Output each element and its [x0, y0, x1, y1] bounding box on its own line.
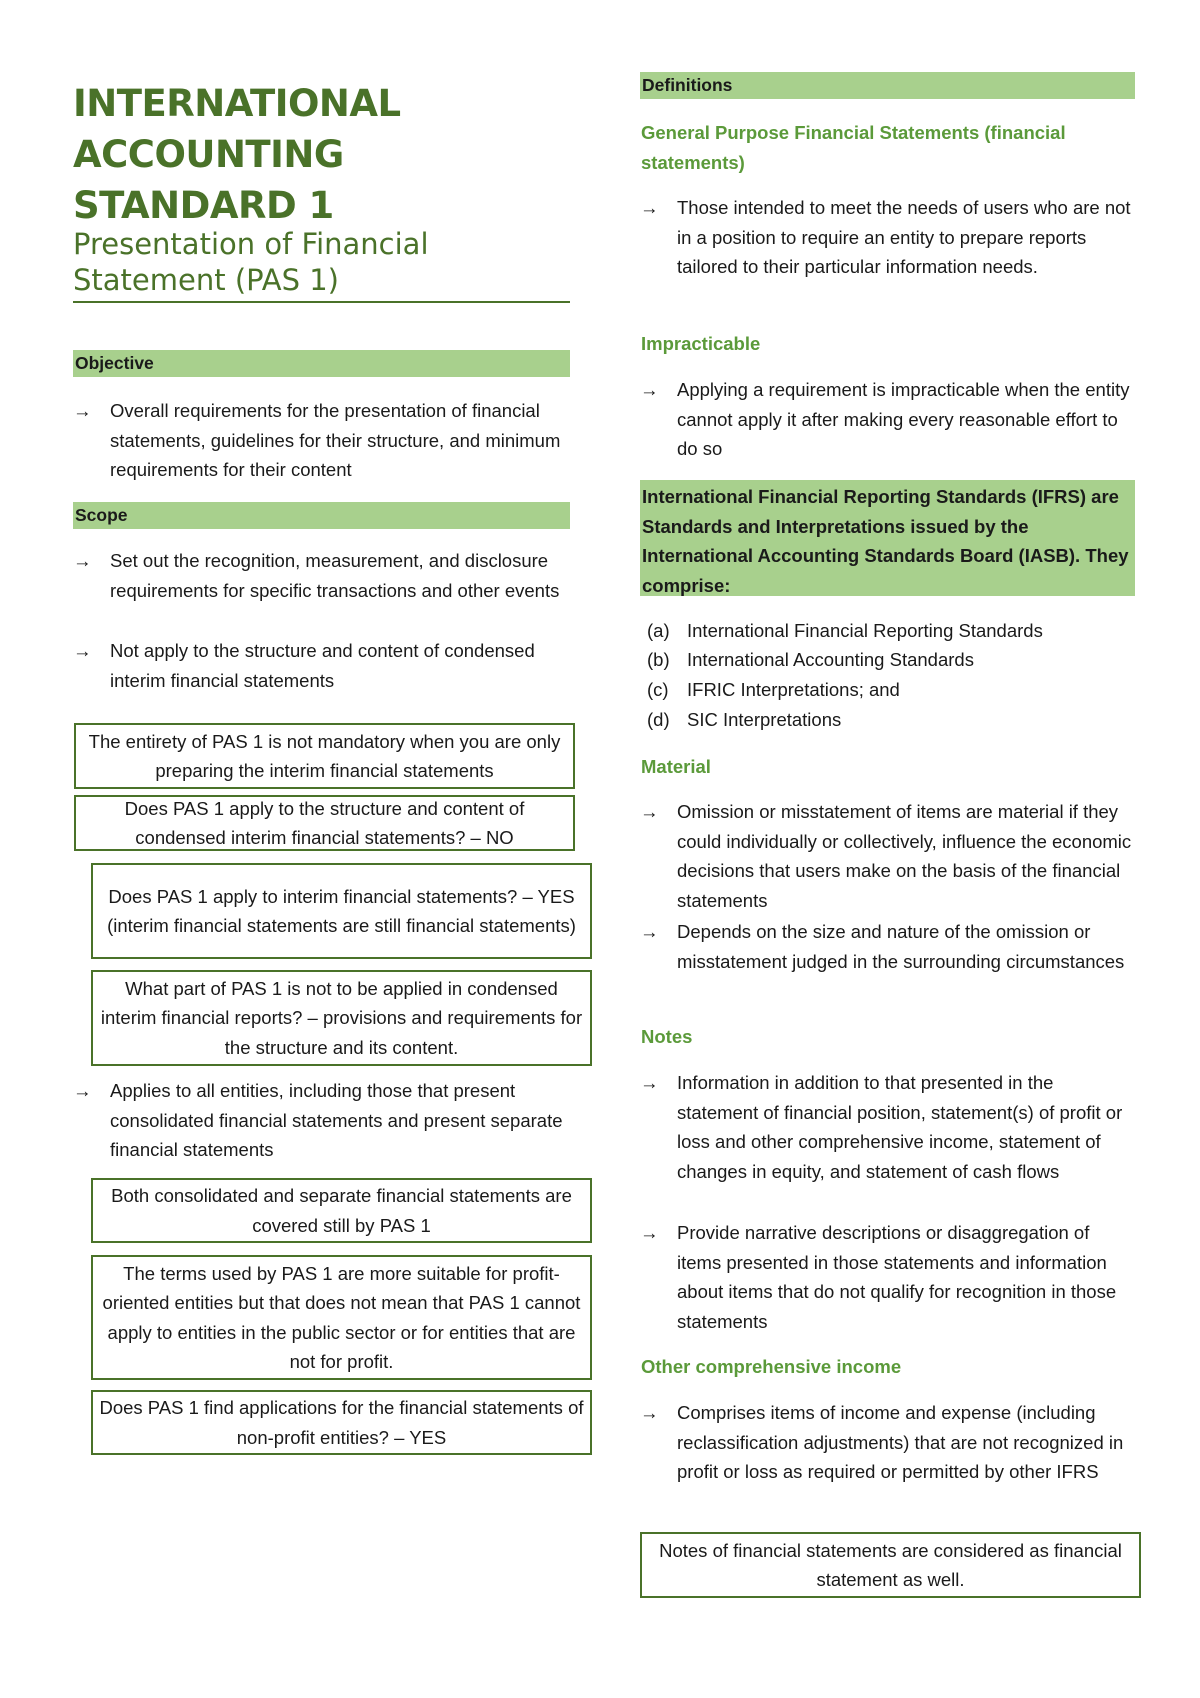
arrow-icon: →: [640, 379, 659, 400]
list-label: (c): [647, 679, 669, 700]
scope-bullet: [73, 1076, 570, 1165]
bullet-text: Those intended to meet the needs of users who are not in a position to require an entity to prepare reports tailored to their particular information needs.: [677, 197, 1131, 277]
gpfs-bullet: [640, 193, 1135, 282]
document-title: [73, 78, 573, 231]
note-box: Both consolidated and separate financial statements are covered still by PAS 1: [91, 1178, 592, 1243]
bullet-text: Omission or misstatement of items are material if they could individually or collectively, influence the economic decisions that users make on the basis of the financial statements: [677, 801, 1132, 911]
arrow-icon: →: [640, 197, 659, 218]
note-box: What part of PAS 1 is not to be applied in condensed interim financial reports? – provisions and requirements for the structure and its content.: [91, 970, 592, 1066]
definitions-heading: Definitions: [640, 72, 1135, 99]
title-line-3: STANDARD 1: [73, 184, 334, 227]
bullet-text: Depends on the size and nature of the omission or misstatement judged in the surrounding circumstances: [677, 921, 1125, 972]
material-heading: Material: [641, 756, 711, 777]
note-box: Does PAS 1 find applications for the financial statements of non-profit entities? – YES: [91, 1390, 592, 1455]
title-line-1: INTERNATIONAL: [73, 82, 401, 125]
bullet-text: Not apply to the structure and content of condensed interim financial statements: [110, 640, 535, 691]
note-box: Does PAS 1 apply to interim financial statements? – YES (interim financial statements are still financial statements): [91, 863, 592, 959]
ifrs-list-item: [647, 675, 1127, 705]
arrow-icon: →: [73, 400, 92, 421]
document-subtitle: [73, 226, 573, 298]
note-box: The terms used by PAS 1 are more suitable for profit-oriented entities but that does not mean that PAS 1 cannot apply to entities in the public sector or for entities that are not for profit.: [91, 1255, 592, 1380]
notes-heading: Notes: [641, 1026, 693, 1047]
note-box: The entirety of PAS 1 is not mandatory when you are only preparing the interim financial statements: [74, 723, 575, 789]
list-text: International Financial Reporting Standards: [687, 620, 1043, 641]
objective-bullet: [73, 396, 570, 485]
list-label: (d): [647, 709, 670, 730]
scope-bullet: [73, 546, 570, 605]
note-box: Does PAS 1 apply to the structure and content of condensed interim financial statements? – NO: [74, 795, 575, 851]
list-text: SIC Interpretations: [687, 709, 842, 730]
arrow-icon: →: [73, 550, 92, 571]
arrow-icon: →: [640, 921, 659, 942]
bullet-text: Set out the recognition, measurement, and disclosure requirements for specific transactions and other events: [110, 550, 560, 601]
bullet-text: Applies to all entities, including those that present consolidated financial statements and present separate financial statements: [110, 1080, 563, 1160]
subtitle-line-1: Presentation of Financial: [73, 227, 429, 261]
notes-bullet: [640, 1218, 1135, 1336]
scope-heading: Scope: [73, 502, 570, 529]
impracticable-heading: Impracticable: [641, 333, 761, 354]
ifrs-callout: International Financial Reporting Standards (IFRS) are Standards and Interpretations issued by the International Accounting Standards Board (IASB). They comprise:: [640, 480, 1135, 596]
objective-heading: Objective: [73, 350, 570, 377]
list-label: (a): [647, 620, 670, 641]
scope-bullet: [73, 636, 570, 695]
oci-bullet: [640, 1398, 1135, 1487]
arrow-icon: →: [640, 1402, 659, 1423]
material-bullet: [640, 797, 1135, 915]
bullet-text: Provide narrative descriptions or disaggregation of items presented in those statements and information about items that do not qualify for recognition in those statements: [677, 1222, 1117, 1332]
arrow-icon: →: [640, 1222, 659, 1243]
bullet-text: Overall requirements for the presentation of financial statements, guidelines for their structure, and minimum requirements for their content: [110, 400, 561, 480]
list-text: International Accounting Standards: [687, 649, 974, 670]
note-box: Notes of financial statements are considered as financial statement as well.: [640, 1532, 1141, 1598]
material-bullet: [640, 917, 1135, 976]
arrow-icon: →: [640, 1072, 659, 1093]
title-line-2: ACCOUNTING: [73, 133, 344, 176]
notes-bullet: [640, 1068, 1135, 1186]
oci-heading: Other comprehensive income: [641, 1356, 902, 1377]
bullet-text: Applying a requirement is impracticable when the entity cannot apply it after making every reasonable effort to do so: [677, 379, 1130, 459]
title-underline: [73, 301, 570, 303]
impracticable-bullet: [640, 375, 1135, 464]
arrow-icon: →: [640, 801, 659, 822]
list-label: (b): [647, 649, 670, 670]
bullet-text: Comprises items of income and expense (including reclassification adjustments) that are not recognized in profit or loss as required or permitted by other IFRS: [677, 1402, 1124, 1482]
arrow-icon: →: [73, 640, 92, 661]
arrow-icon: →: [73, 1080, 92, 1101]
subtitle-line-2: Statement (PAS 1): [73, 263, 339, 297]
ifrs-list-item: [647, 645, 1127, 675]
bullet-text: Information in addition to that presented in the statement of financial position, statement(s) of profit or loss and other comprehensive income, statement of changes in equity, and statement of cash flows: [677, 1072, 1123, 1182]
ifrs-list-item: [647, 705, 1127, 735]
list-text: IFRIC Interpretations; and: [687, 679, 900, 700]
ifrs-list-item: [647, 616, 1127, 646]
gpfs-heading: General Purpose Financial Statements (financial statements): [641, 122, 1066, 173]
